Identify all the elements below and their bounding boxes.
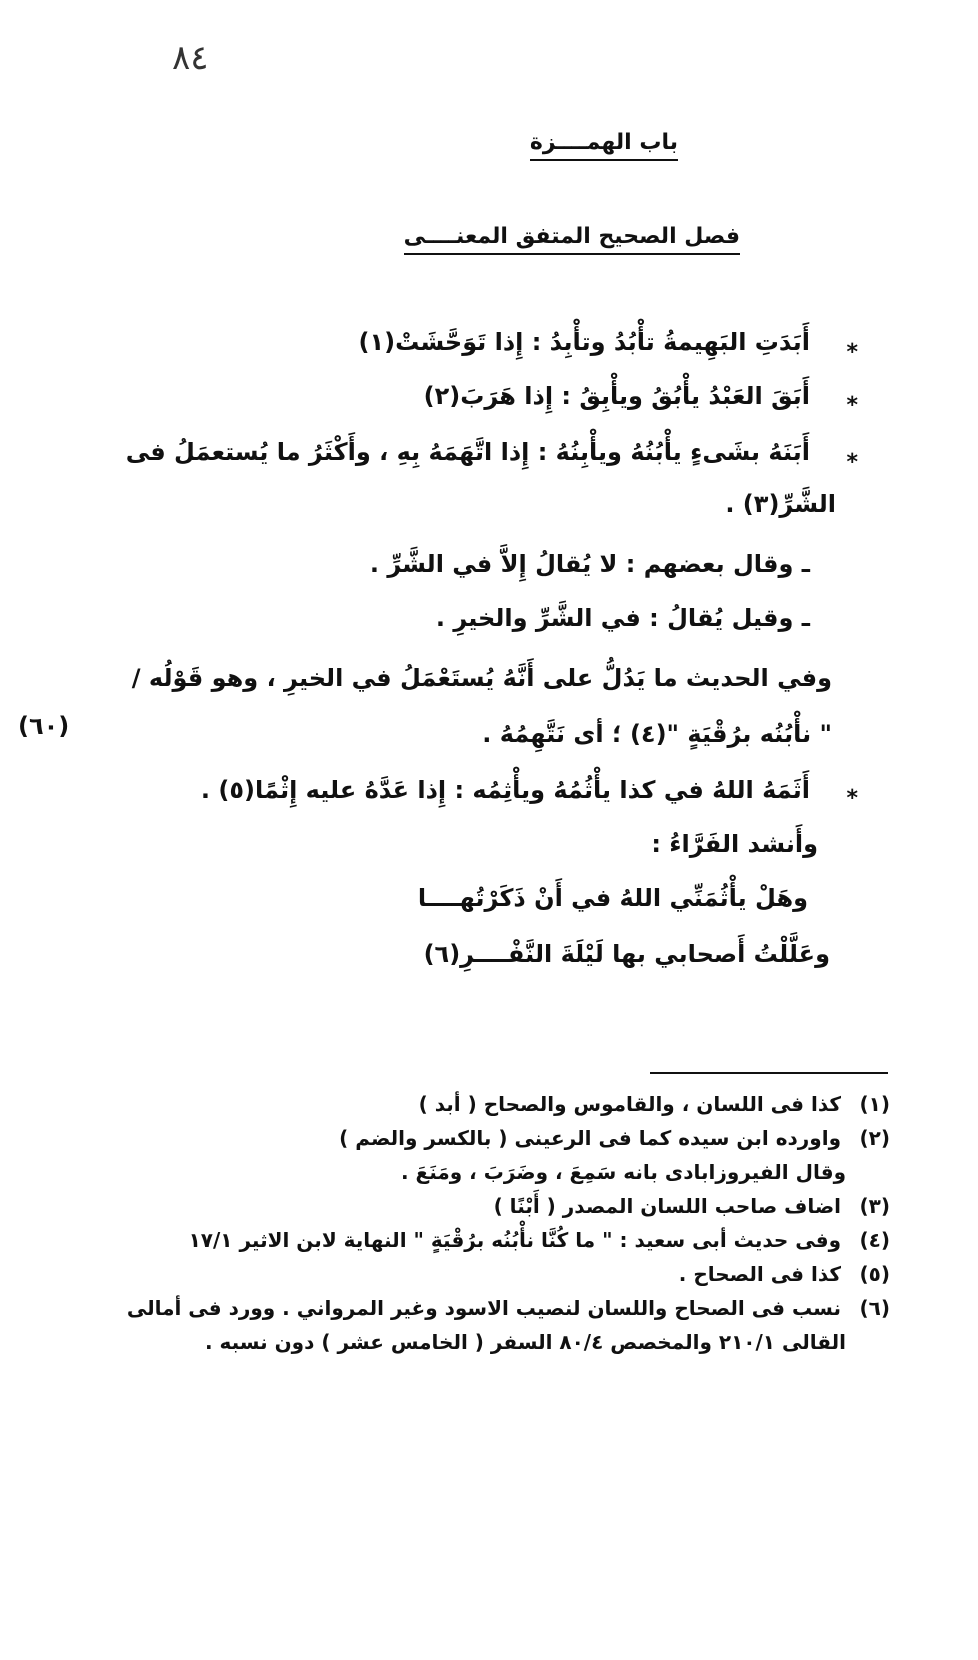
entry-line: وفي الحديث ما يَدُلُّ على أَنَّهُ يُستَعْمَلُ في الخيرِ ، وهو قَوْلُه / bbox=[131, 664, 832, 692]
footnote bbox=[339, 1126, 890, 1150]
entry-line: ـ وقيل يُقالُ : في الشَّرِّ والخيرِ . bbox=[435, 604, 810, 632]
entry-bullet: * bbox=[846, 393, 858, 418]
footnote-text: كذا فى الصحاح . bbox=[678, 1262, 842, 1286]
verse-line: وهَلْ يأْثُمَنِّي اللهُ في أَنْ ذَكَرْتُهــــا bbox=[417, 884, 808, 912]
verse-line: وعَلَّلْتُ أَصحابي بها لَيْلَةَ النَّفْــــرِ(٦) bbox=[423, 940, 830, 968]
footnote bbox=[419, 1092, 890, 1116]
entry-line: أَبَدَتِ البَهِيمةُ تأْبُدُ وتأْبِدُ : إِذا تَوَحَّشَتْ(١) bbox=[358, 328, 810, 356]
footnote-divider bbox=[650, 1072, 888, 1074]
page-number: ٨٤ bbox=[172, 38, 209, 78]
footnote bbox=[679, 1262, 890, 1286]
footnote-number: (٣) bbox=[859, 1194, 890, 1218]
entry-line: أَبَقَ العَبْدُ يأْبُقُ ويأْبِقُ : إِذا هَرَبَ(٢) bbox=[423, 382, 810, 410]
footnote-number: (١) bbox=[859, 1092, 890, 1116]
entry-line: أَثَمَهُ اللهُ في كذا يأْثُمُهُ ويأْثِمُه : إِذا عَدَّهُ عليه إِثْمًا(٥) . bbox=[200, 776, 810, 804]
entry-line: " نأْبُنُه برُقْيَةٍ "(٤) ؛ أى نَتَّهِمُهُ . bbox=[482, 720, 832, 748]
footnote-number: (٤) bbox=[859, 1228, 890, 1252]
footnote-continuation: القالى ٢١٠/١ والمخصص ٨٠/٤ السفر ( الخامس عشر ) دون نسبه . bbox=[204, 1330, 846, 1354]
footnote-continuation: وقال الفيروزابادى بانه سَمِعَ ، وضَرَبَ ، ومَنَعَ . bbox=[401, 1160, 846, 1184]
entry-bullet: * bbox=[846, 450, 858, 475]
chapter-title: باب الهمــــزة bbox=[530, 130, 678, 161]
footnote-number: (٥) bbox=[859, 1262, 890, 1286]
entry-bullet: * bbox=[846, 786, 858, 811]
entry-line: أَبَنَهُ بشَىءٍ يأْبُنُهُ ويأْبِنُهُ : إِذا اتَّهَمَهُ بِهِ ، وأَكْثَرُ ما يُستعمَلُ فى bbox=[125, 438, 810, 466]
entry-line: ـ وقال بعضهم : لا يُقالُ إِلاَّ في الشَّرِّ . bbox=[369, 550, 810, 578]
footnote-text: واورده ابن سيده كما فى الرعينى ( بالكسر والضم ) bbox=[339, 1126, 842, 1150]
footnote-text: نسب فى الصحاح واللسان لنصيب الاسود وغير المرواني . وورد فى أمالى bbox=[126, 1296, 842, 1320]
section-title: فصل الصحيح المتفق المعنــــى bbox=[404, 224, 740, 255]
entry-bullet: * bbox=[846, 340, 858, 365]
footnote bbox=[127, 1296, 890, 1320]
margin-reference: (٦٠) bbox=[18, 712, 70, 740]
entry-line: الشَّرِّ(٣) . bbox=[725, 490, 836, 518]
footnote-number: (٢) bbox=[859, 1126, 890, 1150]
footnote bbox=[494, 1194, 890, 1218]
footnote-text: وفى حديث أبى سعيد : " ما كُنَّا نأْبُنُه برُقْيَةٍ " النهاية لابن الاثير ١٧/١ bbox=[188, 1228, 842, 1252]
footnote-text: كذا فى اللسان ، والقاموس والصحاح ( أبد ) bbox=[418, 1092, 842, 1116]
footnote-text: اضاف صاحب اللسان المصدر ( أَبْنًا ) bbox=[493, 1194, 842, 1218]
entry-line: وأَنشد الفَرَّاءُ : bbox=[651, 830, 818, 858]
footnote-number: (٦) bbox=[859, 1296, 890, 1320]
footnote bbox=[189, 1228, 890, 1252]
